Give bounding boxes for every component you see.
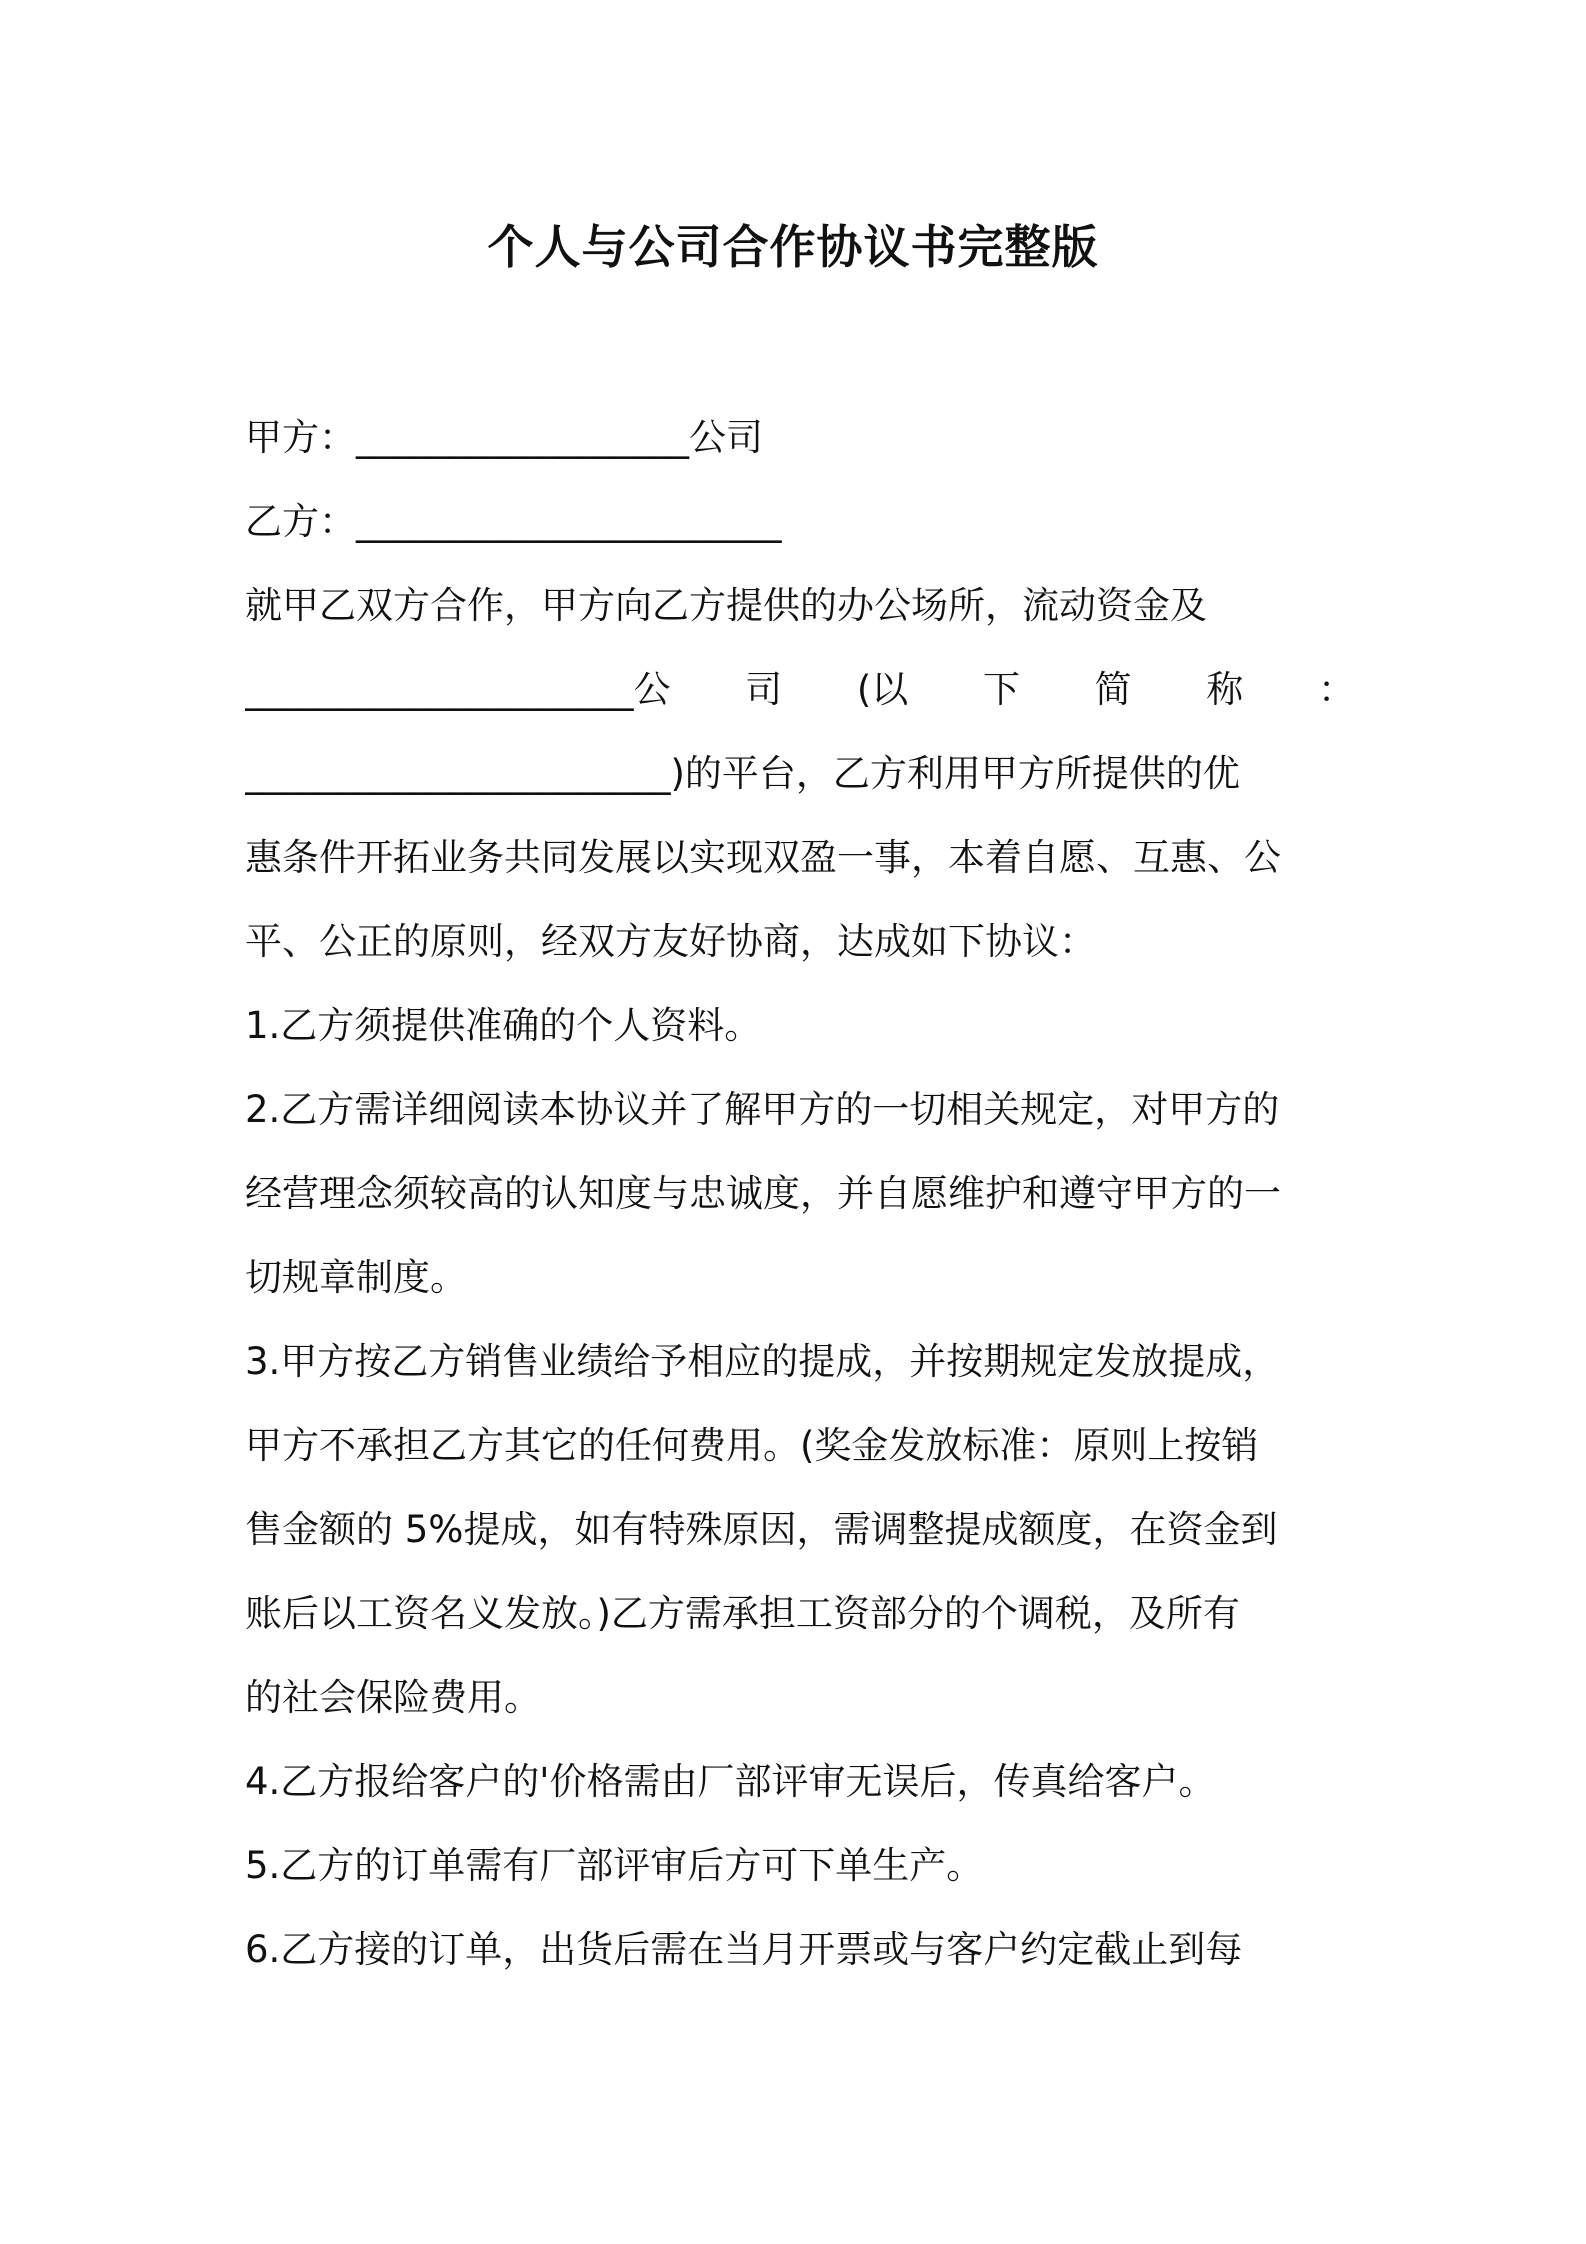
- party-a-line: 甲方：__________________公司: [245, 416, 763, 459]
- paragraph-line-justified: [245, 660, 1355, 720]
- text-fragment: 司: [745, 668, 783, 711]
- party-b-line: 乙方：_______________________: [245, 500, 782, 543]
- clause-2-line: 经营理念须较高的认知度与忠诚度，并自愿维护和遵守甲方的一: [245, 1172, 1281, 1215]
- text-fragment: 称: [1206, 668, 1244, 711]
- text-fragment: ：: [1317, 668, 1355, 711]
- clause-2-line: 2.乙方需详细阅读本协议并了解甲方的一切相关规定，对甲方的: [245, 1088, 1280, 1131]
- clause-5: 5.乙方的订单需有厂部评审后方可下单生产。: [245, 1844, 984, 1887]
- clause-2-line: 切规章制度。: [245, 1256, 467, 1299]
- paragraph-line: _______________________)的平台，乙方利用甲方所提供的优: [245, 752, 1240, 795]
- paragraph-line: 惠条件开拓业务共同发展以实现双盈一事，本着自愿、互惠、公: [245, 836, 1281, 879]
- text-fragment: 下: [982, 668, 1020, 711]
- text-fragment: _____________________公: [245, 668, 671, 711]
- text-fragment: 简: [1094, 668, 1132, 711]
- clause-6-line: 6.乙方接的订单，出货后需在当月开票或与客户约定截止到每: [245, 1928, 1243, 1971]
- paragraph-line: 平、公正的原则，经双方友好协商，达成如下协议：: [245, 920, 1096, 963]
- document-title: 个人与公司合作协议书完整版: [487, 220, 1099, 274]
- text-fragment: (以: [856, 668, 909, 711]
- clause-3-line: 的社会保险费用。: [245, 1676, 541, 1719]
- clause-3-line: 售金额的 5%提成，如有特殊原因，需调整提成额度，在资金到: [245, 1508, 1278, 1551]
- clause-1: 1.乙方须提供准确的个人资料。: [245, 1004, 762, 1047]
- clause-3-line: 3.甲方按乙方销售业绩给予相应的提成，并按期规定发放提成，: [245, 1340, 1280, 1383]
- clause-3-line: 甲方不承担乙方其它的任何费用。(奖金发放标准：原则上按销: [245, 1424, 1259, 1467]
- paragraph-line: 就甲乙双方合作，甲方向乙方提供的办公场所，流动资金及: [245, 584, 1207, 627]
- clause-4: 4.乙方报给客户的'价格需由厂部评审无误后，传真给客户。: [245, 1760, 1216, 1803]
- clause-3-line: 账后以工资名义发放。)乙方需承担工资部分的个调税，及所有: [245, 1592, 1240, 1635]
